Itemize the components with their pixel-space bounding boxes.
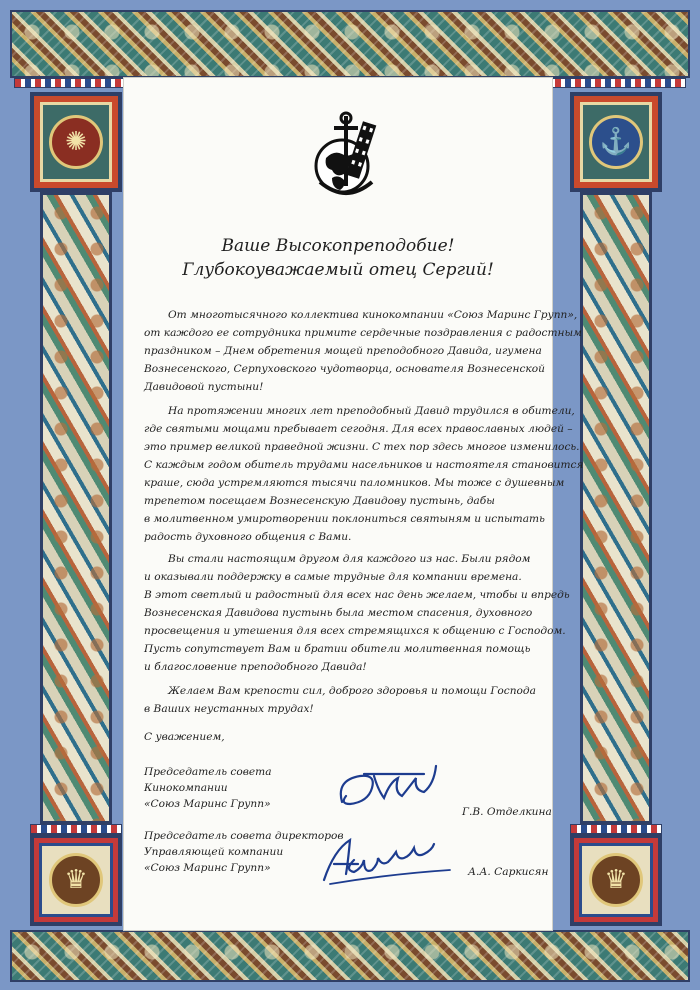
- body-line: в молитвенном умиротворении поклониться святыням и испытать: [144, 513, 545, 525]
- right-twisted-column: [580, 192, 652, 824]
- body-line: С каждым годом обитель трудами насельников и настоятеля становится: [144, 459, 584, 471]
- left-column-stripe: [30, 824, 122, 834]
- body-line: Желаем Вам крепости сил, доброго здоровья и помощи Господа: [168, 685, 536, 697]
- right-base: [570, 834, 662, 926]
- body-line: В этот светлый и радостный для всех нас день желаем, чтобы и впредь: [144, 589, 570, 601]
- ornamental-bottom-frame: [10, 930, 690, 982]
- ornamental-top-frame: [10, 10, 690, 78]
- body-line: краше, сюда устремляются тысячи паломников. Мы тоже с душевным: [144, 477, 565, 489]
- right-column-stripe: [570, 824, 662, 834]
- signature-2: [310, 830, 460, 888]
- crest-medallion-icon: ✺: [49, 115, 103, 169]
- body-line: и оказывали поддержку в самые трудные для компании времена.: [144, 571, 522, 583]
- anchor-medallion-icon: ⚓: [589, 115, 643, 169]
- signatory-2-title: «Союз Маринс Групп»: [144, 862, 271, 874]
- body-line: где святыми мощами пребывает сегодня. Для всех православных людей –: [144, 423, 573, 435]
- body-line: в Ваших неустанных трудах!: [144, 703, 314, 715]
- left-twisted-column: [40, 192, 112, 824]
- body-line: Пусть сопутствует Вам и братии обители молитвенная помощь: [144, 643, 531, 655]
- body-line: Вы стали настоящим другом для каждого из нас. Были рядом: [168, 553, 531, 565]
- body-line: трепетом посещаем Вознесенскую Давидову пустынь, дабы: [144, 495, 495, 507]
- letter-sheet: [124, 78, 584, 930]
- body-line: просвещения и утешения для всех стремящихся к общению с Господом.: [144, 625, 566, 637]
- body-line: праздником – Днем обретения мощей преподобного Давида, игумена: [144, 345, 542, 357]
- body-line: это пример великой праведной жизни. С тех пор здесь многое изменилось.: [144, 441, 580, 453]
- signatory-1-title: Кинокомпании: [144, 782, 228, 794]
- body-line: Вознесенского, Серпуховского чудотворца, основателя Вознесенской: [144, 363, 545, 375]
- left-capital: [30, 92, 122, 192]
- right-capital: [570, 92, 662, 192]
- body-line: На протяжении многих лет преподобный Давид трудился в обители,: [168, 405, 575, 417]
- body-line: Вознесенская Давидова пустынь была местом спасения, духовного: [144, 607, 533, 619]
- body-line: от каждого ее сотрудника примите сердечные поздравления с радостным: [144, 327, 582, 339]
- greeting-line-2: Глубокоуважаемый отец Сергий!: [182, 260, 494, 280]
- signatory-2-title: Председатель совета директоров: [144, 830, 344, 842]
- signatory-1-title: «Союз Маринс Групп»: [144, 798, 271, 810]
- body-line: и благословение преподобного Давида!: [144, 661, 367, 673]
- globe-anchor-film-logo-icon: [302, 108, 380, 204]
- double-eagle-medallion-icon: ♛: [589, 853, 643, 907]
- left-base: [30, 834, 122, 926]
- closing-line: С уважением,: [144, 731, 225, 743]
- body-line: От многотысячного коллектива кинокомпании «Союз Маринс Групп»,: [168, 309, 578, 321]
- signatory-2-name: А.А. Саркисян: [468, 866, 549, 878]
- body-line: Давидовой пустыни!: [144, 381, 264, 393]
- double-eagle-medallion-icon: ♛: [49, 853, 103, 907]
- body-line: радость духовного общения с Вами.: [144, 531, 352, 543]
- signatory-1-title: Председатель совета: [144, 766, 272, 778]
- signatory-1-name: Г.В. Отделкина: [462, 806, 552, 818]
- signatory-2-title: Управляющей компании: [144, 846, 284, 858]
- signature-1: [334, 762, 464, 812]
- greeting-line-1: Ваше Высокопреподобие!: [221, 236, 455, 256]
